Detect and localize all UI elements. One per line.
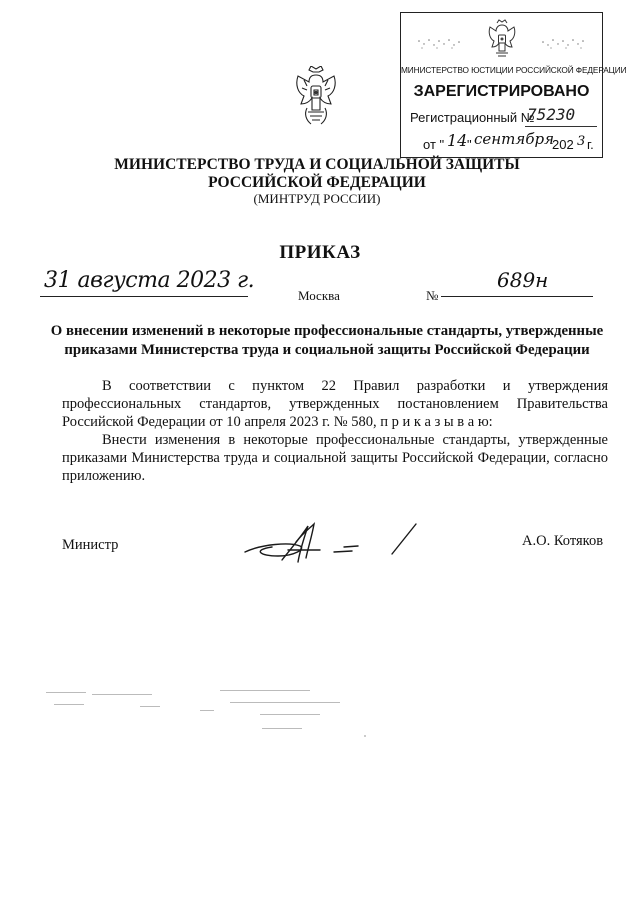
stamp-date-quote: " (467, 137, 472, 152)
ministry-name-line-1: МИНИСТЕРСТВО ТРУДА И СОЦИАЛЬНОЙ ЗАЩИТЫ (114, 156, 520, 173)
stamp-ministry-name: МИНИСТЕРСТВО ЮСТИЦИИ РОССИЙСКОЙ ФЕДЕРАЦИИ (401, 65, 627, 75)
handwritten-signature (242, 520, 422, 570)
order-city: Москва (298, 288, 340, 303)
body-paragraph-1: В соответствии с пунктом 22 Правил разработки и утверждения профессиональных стандартов, утвержденных постановлением Правительства Российской Федерации от 10 апреля 2023 г. № 580, п р и к а з ы в а ю: (62, 378, 608, 430)
date-underline (40, 296, 248, 297)
stamp-registration-number: 75230 (527, 105, 576, 124)
stamp-date-month: сентября (474, 130, 555, 148)
signatory-title: Министр (62, 537, 119, 553)
order-date: 31 августа 2023 г. (44, 268, 255, 293)
ministry-short-name: (МИНТРУД РОССИИ) (253, 191, 381, 206)
stamp-date-day: 14 (447, 131, 468, 150)
coat-of-arms-icon (290, 66, 342, 128)
number-underline (441, 296, 593, 297)
document-type-title: ПРИКАЗ (279, 242, 361, 263)
stamp-decoration-right (539, 35, 589, 51)
order-number: 689н (497, 268, 549, 292)
signatory-name: А.О. Котяков (522, 533, 604, 549)
ministry-name-line-2: РОССИЙСКОЙ ФЕДЕРАЦИИ (208, 174, 426, 191)
stamp-year-suffix: г. (587, 137, 594, 152)
body-paragraph-2: Внести изменения в некоторые профессиональные стандарты, утвержденные приказами Министерства труда и социальной защиты Российской Федерации, согласно приложению. (62, 432, 608, 484)
stamp-number-underline (525, 126, 597, 127)
stamp-registration-label: Регистрационный № (410, 110, 535, 125)
stamp-year-digit: 3 (577, 134, 586, 149)
order-body (62, 377, 608, 485)
stamp-decoration-left (415, 35, 465, 51)
stamp-date-prefix: от " (423, 137, 445, 152)
order-number-label: № (426, 288, 439, 303)
stamp-registered-label: ЗАРЕГИСТРИРОВАНО (413, 83, 590, 100)
scan-noise (40, 680, 380, 760)
stamp-coat-of-arms-icon (484, 19, 520, 61)
stamp-year-prefix: 202 (552, 137, 574, 152)
order-subject: О внесении изменений в некоторые профессиональные стандарты, утвержденные приказами Министерства труда и социальной защиты Российской Федерации (50, 323, 604, 358)
registration-stamp (400, 12, 627, 158)
